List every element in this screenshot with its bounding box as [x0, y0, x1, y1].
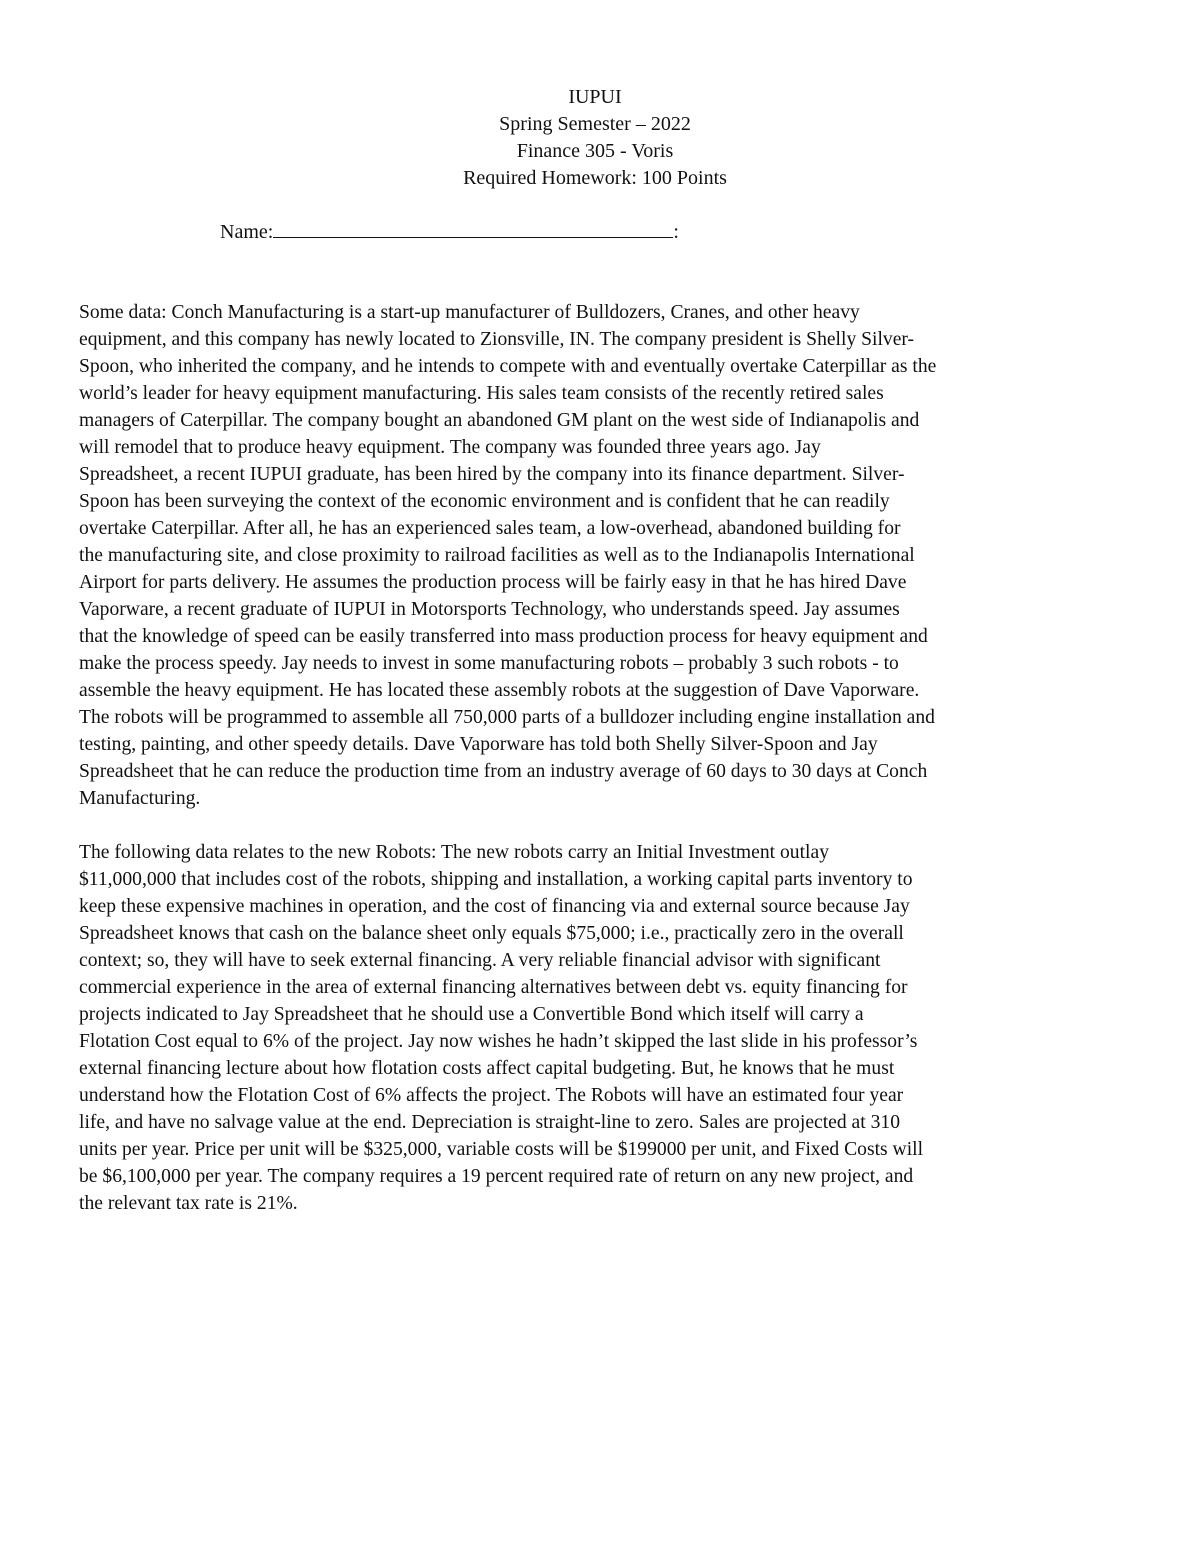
- paragraph-line: understand how the Flotation Cost of 6% affects the project. The Robots will have an estimated four year: [79, 1085, 904, 1106]
- name-field-row: [220, 218, 679, 246]
- paragraph-line: Spreadsheet that he can reduce the production time from an industry average of 60 days to 30 days at Conch: [79, 761, 928, 782]
- paragraph-line: managers of Caterpillar. The company bought an abandoned GM plant on the west side of Indianapolis and: [79, 410, 920, 431]
- paragraph-line: Spoon, who inherited the company, and he intends to compete with and eventually overtake Caterpillar as the: [79, 356, 937, 377]
- paragraph-line: assemble the heavy equipment. He has located these assembly robots at the suggestion of Dave Vaporware.: [79, 680, 920, 701]
- paragraph-line: will remodel that to produce heavy equipment. The company was founded three years ago. Jay: [79, 437, 821, 458]
- paragraph-line: commercial experience in the area of external financing alternatives between debt vs. equity financing for: [79, 977, 908, 998]
- name-label: Name:: [220, 221, 274, 243]
- paragraph-line: the relevant tax rate is 21%.: [79, 1193, 298, 1214]
- assignment-line: Required Homework: 100 Points: [463, 167, 727, 189]
- paragraph-line: Airport for parts delivery. He assumes the production process will be fairly easy in that he has hired Dave: [79, 572, 907, 593]
- paragraph-line: equipment, and this company has newly located to Zionsville, IN. The company president is Shelly Silver-: [79, 329, 915, 350]
- paragraph-line: $11,000,000 that includes cost of the robots, shipping and installation, a working capital parts inventory to: [79, 869, 913, 890]
- paragraph-line: external financing lecture about how flotation costs affect capital budgeting. But, he knows that he must: [79, 1058, 895, 1079]
- name-suffix: :: [673, 221, 679, 243]
- paragraph-line: overtake Caterpillar. After all, he has an experienced sales team, a low-overhead, abandoned building for: [79, 518, 901, 539]
- course-line: Finance 305 - Voris: [516, 140, 674, 162]
- paragraph-line: projects indicated to Jay Spreadsheet that he should use a Convertible Bond which itself will carry a: [79, 1004, 864, 1025]
- paragraph-line: testing, painting, and other speedy details. Dave Vaporware has told both Shelly Silver-Spoon and Jay: [79, 734, 878, 755]
- semester-line: Spring Semester – 2022: [499, 113, 691, 135]
- paragraph-line: context; so, they will have to seek external financing. A very reliable financial advisor with significant: [79, 950, 881, 971]
- paragraph-line: world’s leader for heavy equipment manufacturing. His sales team consists of the recently retired sales: [79, 383, 884, 404]
- paragraph-line: be $6,100,000 per year. The company requires a 19 percent required rate of return on any new project, and: [79, 1166, 914, 1187]
- paragraph-line: The robots will be programmed to assemble all 750,000 parts of a bulldozer including engine installation and: [79, 707, 935, 728]
- paragraph-line: Spoon has been surveying the context of the economic environment and is confident that he can readily: [79, 491, 890, 512]
- paragraph-line: the manufacturing site, and close proximity to railroad facilities as well as to the Indianapolis International: [79, 545, 915, 566]
- paragraph-line: keep these expensive machines in operation, and the cost of financing via and external source because Jay: [79, 896, 910, 917]
- document-header: [0, 84, 1190, 192]
- paragraph-line: life, and have no salvage value at the end. Depreciation is straight-line to zero. Sales are projected at 310: [79, 1112, 900, 1133]
- institution-title: IUPUI: [568, 86, 622, 108]
- paragraph-line: Manufacturing.: [79, 788, 201, 809]
- paragraph-line: make the process speedy. Jay needs to invest in some manufacturing robots – probably 3 such robots - to: [79, 653, 899, 674]
- paragraph-line: Flotation Cost equal to 6% of the project. Jay now wishes he hadn’t skipped the last slide in his professor’s: [79, 1031, 918, 1052]
- paragraph-line: that the knowledge of speed can be easily transferred into mass production process for heavy equipment and: [79, 626, 928, 647]
- paragraph-line: Spreadsheet, a recent IUPUI graduate, has been hired by the company into its finance department. Silver-: [79, 464, 905, 485]
- paragraph-line: units per year. Price per unit will be $325,000, variable costs will be $199000 per unit, and Fixed Costs will: [79, 1139, 924, 1160]
- paragraph-robot-data: [79, 839, 1129, 1217]
- paragraph-line: The following data relates to the new Robots: The new robots carry an Initial Investment outlay: [79, 842, 829, 863]
- paragraph-line: Spreadsheet knows that cash on the balance sheet only equals $75,000; i.e., practically zero in the overall: [79, 923, 904, 944]
- paragraph-company-background: [79, 299, 1129, 812]
- name-blank-line[interactable]: [273, 218, 673, 238]
- paragraph-line: Vaporware, a recent graduate of IUPUI in Motorsports Technology, who understands speed. Jay assumes: [79, 599, 900, 620]
- paragraph-line: Some data: Conch Manufacturing is a start-up manufacturer of Bulldozers, Cranes, and other heavy: [79, 302, 860, 323]
